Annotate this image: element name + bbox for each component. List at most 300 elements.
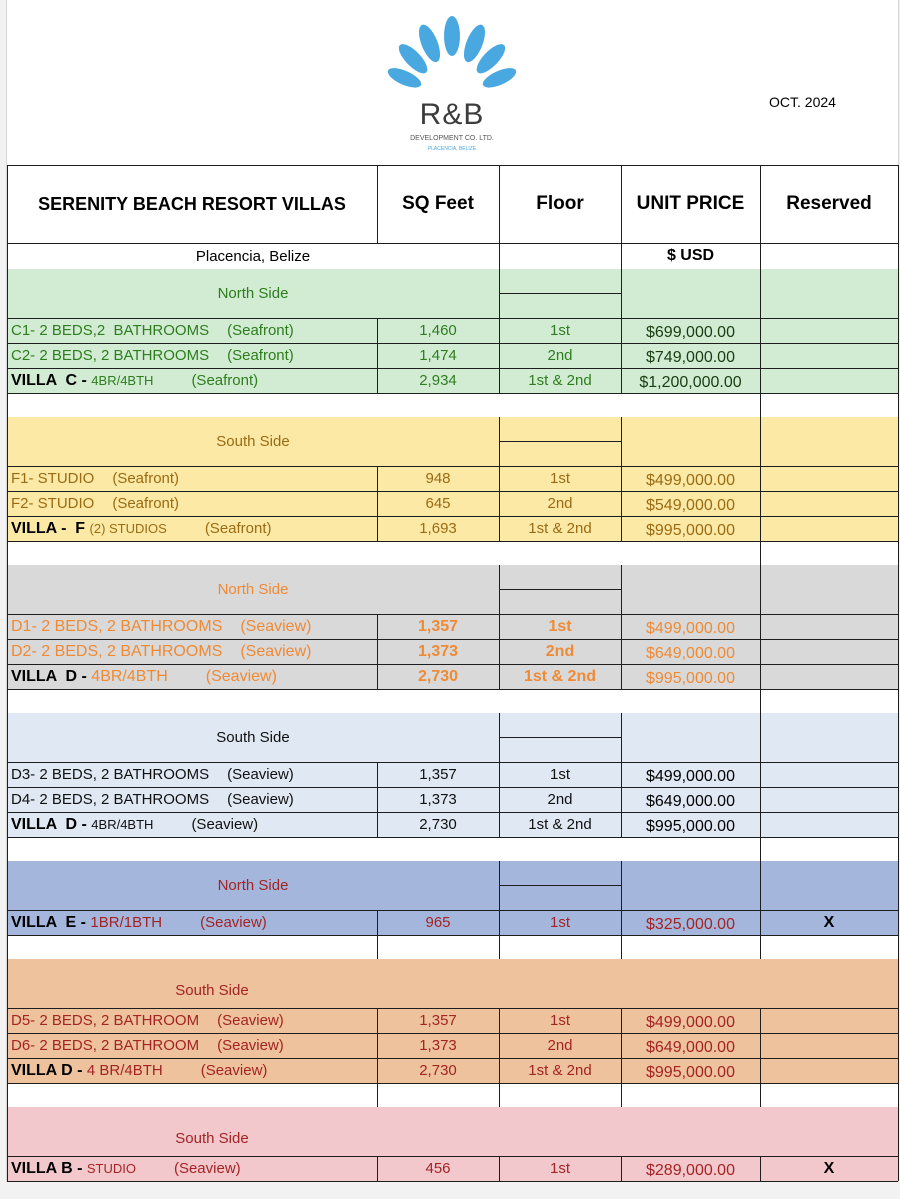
- grid-line: [621, 1156, 622, 1181]
- grid-line: [7, 541, 898, 542]
- grid-line: [760, 243, 761, 269]
- grid-line: [898, 639, 899, 664]
- grid-line: [499, 861, 500, 910]
- sqft-cell: 948: [425, 470, 451, 487]
- grid-line: [898, 713, 899, 762]
- section-label: South Side: [216, 433, 290, 450]
- grid-line: [499, 762, 500, 787]
- grid-line: [7, 713, 8, 762]
- grid-line: [760, 837, 761, 861]
- unit-name-cell: [11, 812, 375, 837]
- grid-line: [621, 417, 622, 466]
- unit-view: (Seaview): [240, 617, 312, 635]
- sqft-cell: 456: [425, 1160, 451, 1177]
- grid-line: [499, 343, 500, 368]
- grid-line: [7, 910, 8, 935]
- unit-name-cell: [11, 614, 375, 639]
- grid-line: [7, 639, 8, 664]
- sqft-cell: 2,730: [417, 667, 459, 685]
- sqft-cell: 1,373: [419, 791, 457, 808]
- grid-line: [621, 165, 622, 243]
- grid-line: [377, 614, 378, 639]
- grid-line: [621, 1058, 622, 1083]
- grid-line: [621, 491, 622, 516]
- sqft-cell: 1,474: [419, 347, 457, 364]
- unit-name-cell: [11, 1008, 375, 1033]
- grid-line: [377, 1008, 378, 1033]
- grid-line: [499, 1058, 500, 1083]
- unit-description: 2 BEDS, 2 BATHROOMS: [41, 642, 223, 660]
- grid-line: [621, 466, 622, 491]
- unit-name-cell: [11, 664, 375, 689]
- grid-line: [7, 393, 898, 394]
- unit-view: (Seaview): [227, 766, 294, 783]
- sheet-date: OCT. 2024: [769, 94, 836, 110]
- grid-line: [760, 466, 761, 491]
- grid-line: [621, 910, 622, 935]
- grid-line: [898, 959, 899, 1008]
- unit-name-cell: [11, 1033, 375, 1058]
- grid-line: [760, 516, 761, 541]
- grid-line: [898, 466, 899, 491]
- grid-line: [760, 343, 761, 368]
- grid-line: [7, 1107, 8, 1156]
- sqft-cell: 1,357: [419, 766, 457, 783]
- grid-line: [898, 318, 899, 343]
- grid-line: [760, 910, 761, 935]
- grid-line: [7, 318, 8, 343]
- sqft-cell: 2,730: [419, 1062, 457, 1079]
- unit-view: (Seafront): [227, 347, 294, 364]
- grid-line: [377, 935, 378, 959]
- grid-line: [621, 639, 622, 664]
- floor-cell: 2nd: [547, 347, 573, 364]
- company-logo: [387, 14, 517, 154]
- floor-cell: 1st: [549, 470, 570, 487]
- column-header: Floor: [536, 193, 584, 214]
- grid-line: [898, 1156, 899, 1181]
- unit-description: STUDIO: [37, 495, 95, 512]
- reserved-cell: [760, 664, 898, 689]
- grid-line: [377, 664, 378, 689]
- grid-line: [621, 1083, 622, 1107]
- unit-name-cell: [11, 910, 375, 935]
- grid-line: [760, 935, 761, 959]
- column-header: SQ Feet: [402, 193, 474, 214]
- grid-line: [898, 243, 899, 269]
- grid-line: [621, 318, 622, 343]
- grid-line: [760, 713, 761, 762]
- shell-icon: [387, 14, 517, 154]
- grid-line: [499, 269, 500, 318]
- unit-name-cell: [11, 516, 375, 541]
- grid-line: [898, 837, 899, 861]
- price-cell: $995,000.00: [646, 521, 735, 539]
- grid-line: [7, 343, 8, 368]
- grid-line: [760, 664, 761, 689]
- unit-code: D4-: [11, 791, 40, 808]
- grid-line: [7, 1083, 8, 1107]
- grid-line: [7, 269, 8, 318]
- price-cell: $549,000.00: [646, 496, 735, 514]
- price-cell: $499,000.00: [646, 619, 735, 637]
- grid-line: [499, 713, 500, 762]
- section-label: North Side: [217, 877, 289, 894]
- unit-code: VILLA D -: [11, 815, 92, 833]
- grid-line: [7, 417, 8, 466]
- grid-line: [760, 1058, 761, 1083]
- grid-line: [760, 639, 761, 664]
- price-cell: $749,000.00: [646, 348, 735, 366]
- price-cell: $995,000.00: [646, 669, 735, 687]
- grid-line: [621, 565, 622, 614]
- grid-line: [760, 393, 761, 417]
- floor-cell: 1st & 2nd: [528, 520, 592, 537]
- sqft-cell: 1,373: [417, 642, 459, 660]
- price-cell: $699,000.00: [646, 323, 735, 341]
- grid-line: [760, 1156, 761, 1181]
- grid-line: [377, 516, 378, 541]
- price-sheet: [6, 0, 899, 1182]
- grid-line: [621, 935, 622, 959]
- reserved-cell: [760, 762, 898, 787]
- grid-line: [499, 243, 500, 269]
- grid-line: [499, 787, 500, 812]
- grid-line: [499, 1008, 500, 1033]
- grid-line: [621, 762, 622, 787]
- floor-cell: 1st: [549, 1160, 570, 1177]
- grid-line: [621, 269, 622, 318]
- grid-line: [621, 243, 622, 269]
- grid-line: [499, 293, 621, 294]
- unit-code: VILLA C -: [11, 371, 92, 389]
- unit-name-cell: [11, 368, 375, 393]
- unit-view: (Seafront): [112, 470, 180, 487]
- grid-line: [377, 812, 378, 837]
- grid-line: [898, 1107, 899, 1156]
- reserved-cell: [760, 1058, 898, 1083]
- unit-view: (Seafront): [204, 520, 272, 537]
- price-cell: $499,000.00: [646, 767, 735, 785]
- grid-line: [7, 762, 8, 787]
- grid-line: [898, 393, 899, 417]
- company-location: PLACENCIA, BELIZE: [427, 146, 477, 152]
- company-name: R&B: [419, 98, 485, 131]
- grid-line: [377, 910, 378, 935]
- reserved-cell: [760, 491, 898, 516]
- grid-line: [7, 614, 8, 639]
- grid-line: [898, 935, 899, 959]
- column-header: UNIT PRICE: [636, 193, 745, 214]
- unit-code: D2-: [11, 642, 42, 660]
- grid-line: [499, 565, 500, 614]
- floor-cell: 1st: [549, 322, 570, 339]
- reserved-cell: [760, 368, 898, 393]
- unit-view: (Seafront): [191, 372, 259, 389]
- grid-line: [898, 861, 899, 910]
- grid-line: [499, 1033, 500, 1058]
- section-label: North Side: [217, 581, 289, 598]
- unit-code: F1-: [11, 470, 38, 487]
- grid-line: [898, 1058, 899, 1083]
- section-label: South Side: [175, 1130, 249, 1147]
- price-cell: $499,000.00: [646, 471, 735, 489]
- grid-line: [621, 614, 622, 639]
- reserved-cell: [760, 812, 898, 837]
- grid-line: [499, 491, 500, 516]
- unit-view: (Seaview): [200, 1062, 268, 1079]
- sqft-cell: 1,693: [419, 520, 457, 537]
- grid-line: [898, 664, 899, 689]
- company-subtitle: DEVELOPMENT CO. LTD.: [410, 135, 494, 142]
- grid-line: [621, 368, 622, 393]
- grid-line: [7, 787, 8, 812]
- unit-description: 4BR/4BTH: [91, 817, 154, 832]
- grid-line: [377, 1083, 378, 1107]
- reserved-cell: X: [823, 1159, 835, 1177]
- unit-code: C1-: [11, 322, 40, 339]
- reserved-cell: [760, 318, 898, 343]
- unit-code: VILLA D -: [11, 1061, 87, 1079]
- sqft-cell: 1,460: [419, 322, 457, 339]
- grid-line: [377, 466, 378, 491]
- grid-line: [898, 343, 899, 368]
- price-cell: $995,000.00: [646, 817, 735, 835]
- unit-name-cell: [11, 787, 375, 812]
- section-label: North Side: [217, 285, 289, 302]
- grid-line: [7, 935, 898, 936]
- grid-line: [760, 861, 761, 910]
- price-cell: $649,000.00: [646, 1038, 735, 1056]
- unit-description: STUDIO: [86, 1161, 136, 1176]
- grid-line: [377, 343, 378, 368]
- unit-name-cell: [11, 318, 375, 343]
- grid-line: [499, 589, 621, 590]
- floor-cell: 1st: [549, 766, 570, 783]
- grid-line: [621, 1008, 622, 1033]
- grid-line: [7, 1058, 8, 1083]
- grid-line: [898, 1008, 899, 1033]
- grid-line: [760, 614, 761, 639]
- floor-cell: 2nd: [547, 495, 573, 512]
- unit-view: (Seaview): [217, 1037, 284, 1054]
- grid-line: [898, 689, 899, 713]
- unit-name-cell: [11, 1156, 375, 1181]
- grid-line: [621, 664, 622, 689]
- sqft-cell: 1,357: [417, 617, 459, 635]
- unit-code: VILLA D -: [11, 667, 92, 685]
- grid-line: [621, 1033, 622, 1058]
- currency-cell: $ USD: [666, 247, 715, 264]
- grid-line: [898, 516, 899, 541]
- grid-line: [760, 762, 761, 787]
- unit-view: (Seaview): [205, 667, 277, 685]
- grid-line: [7, 689, 8, 713]
- grid-line: [377, 165, 378, 243]
- grid-line: [377, 639, 378, 664]
- grid-line: [7, 516, 8, 541]
- column-header: Reserved: [786, 193, 872, 214]
- unit-name-cell: [11, 1058, 375, 1083]
- grid-line: [499, 812, 500, 837]
- unit-view: (Seaview): [191, 816, 259, 833]
- grid-line: [898, 541, 899, 565]
- grid-line: [898, 491, 899, 516]
- sqft-cell: 1,357: [419, 1012, 457, 1029]
- floor-cell: 1st & 2nd: [528, 1062, 592, 1079]
- column-header: SERENITY BEACH RESORT VILLAS: [38, 193, 346, 214]
- grid-line: [898, 368, 899, 393]
- reserved-cell: [760, 1008, 898, 1033]
- grid-line: [377, 318, 378, 343]
- grid-line: [760, 417, 761, 466]
- unit-description: 4BR/4BTH: [91, 373, 154, 388]
- unit-code: VILLA B -: [11, 1159, 87, 1177]
- unit-description: (2) STUDIOS: [89, 521, 167, 536]
- reserved-cell: X: [823, 913, 835, 931]
- grid-line: [499, 664, 500, 689]
- unit-description: 4BR/4BTH: [91, 667, 168, 685]
- grid-line: [499, 885, 621, 886]
- grid-line: [898, 269, 899, 318]
- grid-line: [898, 417, 899, 466]
- grid-line: [7, 1008, 8, 1033]
- unit-description: 4 BR/4BTH: [86, 1062, 163, 1079]
- floor-cell: 1st & 2nd: [528, 372, 592, 389]
- unit-code: F2-: [11, 495, 38, 512]
- grid-line: [377, 787, 378, 812]
- grid-line: [499, 737, 621, 738]
- grid-line: [760, 1033, 761, 1058]
- grid-line: [760, 1008, 761, 1033]
- grid-line: [499, 516, 500, 541]
- grid-line: [7, 1181, 898, 1182]
- grid-line: [377, 368, 378, 393]
- grid-line: [760, 165, 761, 243]
- floor-cell: 1st: [549, 1012, 570, 1029]
- grid-line: [7, 243, 8, 269]
- reserved-cell: [760, 516, 898, 541]
- grid-line: [7, 935, 8, 959]
- unit-description: 2 BEDS, 2 BATHROOM: [39, 1037, 200, 1054]
- floor-cell: 2nd: [547, 1037, 573, 1054]
- grid-line: [621, 713, 622, 762]
- grid-line: [499, 614, 500, 639]
- grid-line: [7, 689, 898, 690]
- grid-line: [898, 565, 899, 614]
- unit-description: 2 BEDS, 2 BATHROOMS: [41, 617, 223, 635]
- grid-line: [898, 614, 899, 639]
- grid-line: [377, 1033, 378, 1058]
- floor-cell: 1st: [548, 617, 572, 635]
- price-cell: $289,000.00: [646, 1161, 735, 1179]
- unit-name-cell: [11, 466, 375, 491]
- unit-description: STUDIO: [37, 470, 95, 487]
- floor-cell: 2nd: [547, 791, 573, 808]
- grid-line: [7, 861, 8, 910]
- reserved-cell: [760, 466, 898, 491]
- unit-description: 2 BEDS, 2 BATHROOMS: [39, 791, 210, 808]
- grid-line: [499, 165, 500, 243]
- floor-cell: 2nd: [545, 642, 575, 660]
- unit-view: (Seafront): [227, 322, 294, 339]
- price-cell: $649,000.00: [646, 644, 735, 662]
- grid-line: [377, 1156, 378, 1181]
- floor-cell: 1st & 2nd: [523, 667, 596, 685]
- grid-line: [898, 910, 899, 935]
- unit-code: D1-: [11, 617, 42, 635]
- grid-line: [760, 689, 761, 713]
- grid-line: [7, 466, 8, 491]
- unit-name-cell: [11, 343, 375, 368]
- grid-line: [760, 541, 761, 565]
- grid-line: [760, 1083, 761, 1107]
- grid-line: [7, 812, 8, 837]
- grid-line: [621, 812, 622, 837]
- reserved-cell: [760, 614, 898, 639]
- grid-line: [499, 318, 500, 343]
- grid-line: [898, 812, 899, 837]
- grid-line: [499, 639, 500, 664]
- grid-line: [760, 812, 761, 837]
- unit-name-cell: [11, 639, 375, 664]
- grid-line: [7, 368, 8, 393]
- grid-line: [7, 165, 8, 243]
- grid-line: [7, 541, 8, 565]
- unit-code: VILLA - F: [11, 519, 90, 537]
- reserved-cell: [760, 343, 898, 368]
- grid-line: [377, 1058, 378, 1083]
- section-label: South Side: [216, 729, 290, 746]
- unit-view: (Seaview): [227, 791, 294, 808]
- price-cell: $995,000.00: [646, 1063, 735, 1081]
- grid-line: [898, 1083, 899, 1107]
- grid-line: [499, 466, 500, 491]
- location-cell: Placencia, Belize: [195, 247, 311, 265]
- grid-line: [898, 1033, 899, 1058]
- grid-line: [7, 837, 8, 861]
- unit-code: VILLA E -: [11, 913, 91, 931]
- grid-line: [499, 1083, 500, 1107]
- unit-description: 1BR/1BTH: [90, 914, 163, 931]
- grid-line: [898, 762, 899, 787]
- grid-line: [499, 910, 500, 935]
- grid-line: [7, 565, 8, 614]
- grid-line: [7, 959, 8, 1008]
- floor-cell: 1st: [549, 914, 570, 931]
- unit-view: (Seaview): [240, 642, 312, 660]
- unit-view: (Seaview): [173, 1160, 241, 1177]
- reserved-cell: [760, 787, 898, 812]
- unit-code: D3-: [11, 766, 40, 783]
- unit-view: (Seaview): [200, 914, 267, 931]
- unit-code: D5-: [11, 1012, 40, 1029]
- unit-description: 2 BEDS, 2 BATHROOMS: [39, 766, 210, 783]
- grid-line: [499, 417, 500, 466]
- grid-line: [760, 318, 761, 343]
- sqft-cell: 1,373: [419, 1037, 457, 1054]
- grid-line: [377, 762, 378, 787]
- grid-line: [760, 368, 761, 393]
- section-label: South Side: [175, 982, 249, 999]
- grid-line: [7, 837, 898, 838]
- grid-line: [7, 664, 8, 689]
- price-cell: $499,000.00: [646, 1013, 735, 1031]
- grid-line: [7, 1083, 898, 1084]
- grid-line: [499, 368, 500, 393]
- sqft-cell: 2,934: [419, 372, 457, 389]
- reserved-cell: [760, 1033, 898, 1058]
